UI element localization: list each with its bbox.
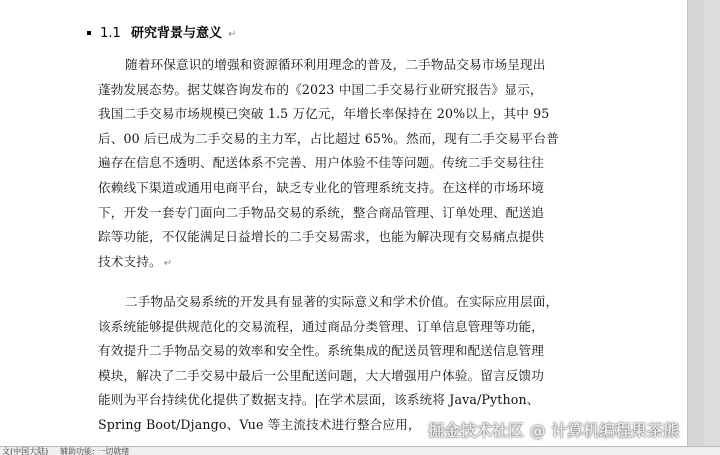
paragraph-2[interactable] bbox=[98, 290, 608, 438]
heading-bullet-marker bbox=[87, 31, 91, 35]
paragraph-line: 依赖线下渠道或通用电商平台，缺乏专业化的管理系统支持。在这样的市场环境 bbox=[98, 179, 545, 195]
paragraph-line-text: 在学术层面，该系统将 Java/Python、 bbox=[317, 392, 540, 408]
heading-title: 研究背景与意义 bbox=[130, 26, 222, 41]
paragraph-line: 我国二手交易市场规模已突破 1.5 万亿元，年增长率保持在 20%以上，其中 95 bbox=[98, 106, 550, 122]
watermark-text: 掘金技术社区 @ 计算机编程果茶熊 bbox=[428, 421, 680, 440]
page-right-margin bbox=[687, 0, 704, 446]
paragraph-line bbox=[98, 388, 608, 413]
paragraph-line: 蓬勃发展态势。据艾媒咨询发布的《2023 中国二手交易行业研究报告》显示， bbox=[98, 81, 543, 97]
section-heading[interactable] bbox=[87, 22, 237, 40]
paragraph-line-last bbox=[98, 250, 608, 275]
paragraph-1[interactable] bbox=[98, 53, 608, 274]
text-cursor bbox=[316, 394, 317, 408]
paragraph-line-text: 能则为平台持续优化提供了数据支持。 bbox=[98, 392, 315, 408]
paragraph-line: 模块，解决了二手交易中最后一公里配送问题，大大增强用户体验。留言反馈功 bbox=[98, 367, 545, 383]
paragraph-line: 后、00 后已成为二手交易的主力军，占比超过 65%。然而，现有二手交易平台普 bbox=[98, 130, 559, 146]
paragraph-line: 随着环保意识的增强和资源循环利用理念的普及，二手物品交易市场呈现出 bbox=[125, 57, 546, 72]
paragraph-line: Spring Boot/Django、Vue 等主流技术进行整合应用， bbox=[98, 416, 421, 432]
paragraph-mark-icon: ↵ bbox=[228, 29, 237, 40]
paragraph-line: 踪等功能，不仅能满足日益增长的二手交易需求，也能为解决现有交易痛点提供 bbox=[98, 229, 545, 245]
paragraph-line: 该系统能够提供规范化的交易流程，通过商品分类管理、订单信息管理等功能， bbox=[98, 318, 545, 334]
paragraph-line: 遍存在信息不透明、配送体系不完善、用户体验不佳等问题。传统二手交易往往 bbox=[98, 155, 545, 171]
paragraph-line: 二手物品交易系统的开发具有显著的实际意义和学术价值。在实际应用层面， bbox=[125, 294, 559, 309]
status-accessibility[interactable]: 辅助功能: 一切就绪 bbox=[60, 447, 130, 455]
status-language[interactable]: 文(中国大陆) bbox=[2, 447, 49, 455]
paragraph-line: 有效提升二手物品交易的效率和安全性。系统集成的配送员管理和配送信息管理 bbox=[98, 343, 545, 359]
paragraph-mark-icon: ↵ bbox=[163, 257, 173, 269]
paragraph-line-text: 技术支持。 bbox=[98, 253, 162, 269]
paragraph-line: 下，开发一套专门面向二手物品交易的系统，整合商品管理、订单处理、配送追 bbox=[98, 204, 545, 220]
heading-number: 1.1 bbox=[100, 26, 121, 41]
